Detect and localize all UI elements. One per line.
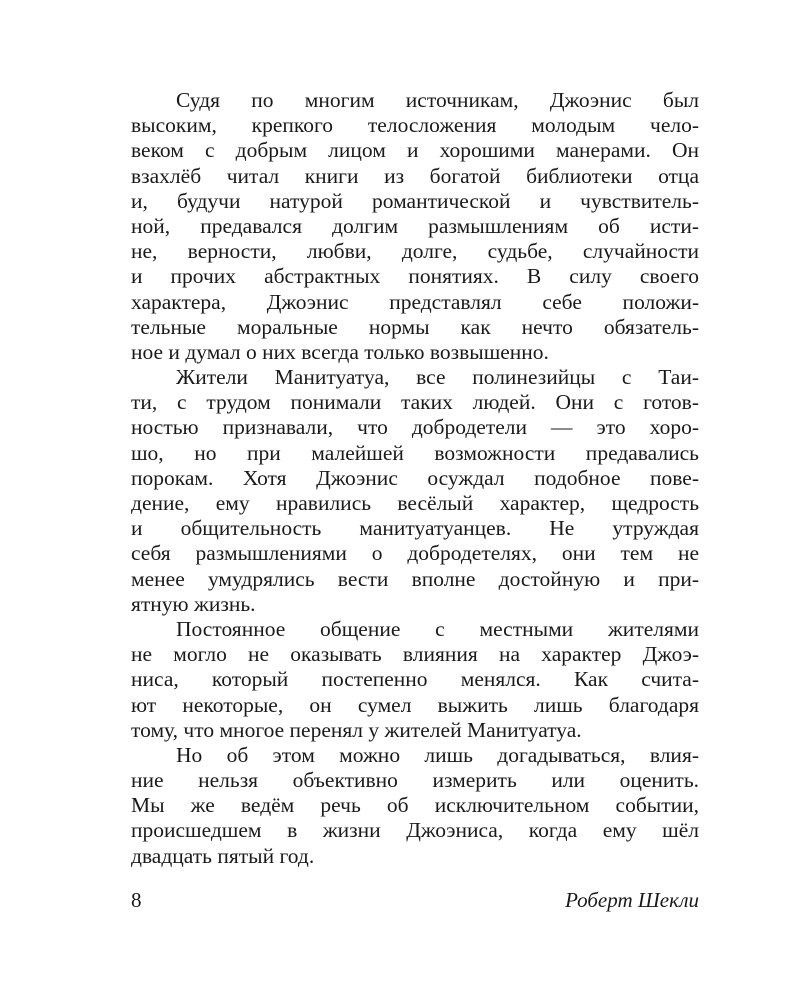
text-line: не могло не оказывать влияния на характер Джоэ- [131, 642, 699, 667]
text-line: характера, Джоэнис представлял себе положи- [131, 289, 699, 314]
text-line: двадцать пятый год. [131, 843, 315, 868]
text-line: ниса, который постепенно менялся. Как счита- [131, 667, 699, 692]
text-line: Судя по многим источникам, Джоэнис был [176, 88, 699, 112]
text-line: и, будучи натурой романтической и чувствитель- [131, 188, 699, 213]
text-line: Постоянное общение с местными жителями [176, 616, 699, 641]
text-line: веком с добрым лицом и хорошими манерами. Он [131, 138, 699, 163]
text-line: ностью признавали, что добродетели — это хоро- [131, 415, 699, 440]
paragraph-3 [131, 617, 699, 743]
text-line: ют некоторые, он сумел выжить лишь благодаря [131, 692, 699, 717]
text-line: Жители Манитуатуа, все полинезийцы с Таи- [176, 365, 699, 390]
text-line: тельные моральные нормы как нечто обязатель- [131, 314, 699, 339]
text-line: шо, но при малейшей возможности предавались [131, 440, 699, 465]
page-footer [131, 886, 699, 914]
paragraph-2 [131, 365, 699, 617]
text-line: и общительность манитуатуанцев. Не утруждая [131, 516, 699, 541]
paragraph-1 [131, 88, 699, 365]
text-line: порокам. Хотя Джоэнис осуждал подобное пове- [131, 465, 699, 490]
text-line: ятную жизнь. [131, 591, 256, 616]
text-line: ной, предавался долгим размышлениям об исти- [131, 213, 699, 238]
text-line: менее умудрялись вести вполне достойную и при- [131, 566, 699, 591]
paragraph-4 [131, 743, 699, 869]
text-line: ние нельзя объективно измерить или оценить. [131, 768, 699, 793]
text-line: происшедшем в жизни Джоэниса, когда ему шёл [131, 818, 699, 843]
text-line: не, верности, любви, долге, судьбе, случайности [131, 239, 699, 264]
text-line: высоким, крепкого телосложения молодым чело- [131, 113, 699, 138]
text-line: Мы же ведём речь об исключительном событии, [131, 793, 699, 818]
running-header-author: Роберт Шекли [565, 888, 699, 912]
text-line: взахлёб читал книги из богатой библиотеки отца [131, 163, 699, 188]
text-line: Но об этом можно лишь догадываться, влия- [176, 742, 699, 767]
text-line: ти, с трудом понимали таких людей. Они с готов- [131, 390, 699, 415]
text-line: и прочих абстрактных понятиях. В силу своего [131, 264, 699, 289]
page-body-text [131, 88, 699, 869]
text-line: дение, ему нравились весёлый характер, щедрость [131, 491, 699, 515]
text-line: ное и думал о них всегда только возвышенно. [131, 339, 549, 364]
text-line: тому, что многое перенял у жителей Манитуатуа. [131, 717, 582, 742]
text-line: себя размышлениями о добродетелях, они тем не [131, 541, 699, 566]
page-number: 8 [131, 888, 142, 912]
